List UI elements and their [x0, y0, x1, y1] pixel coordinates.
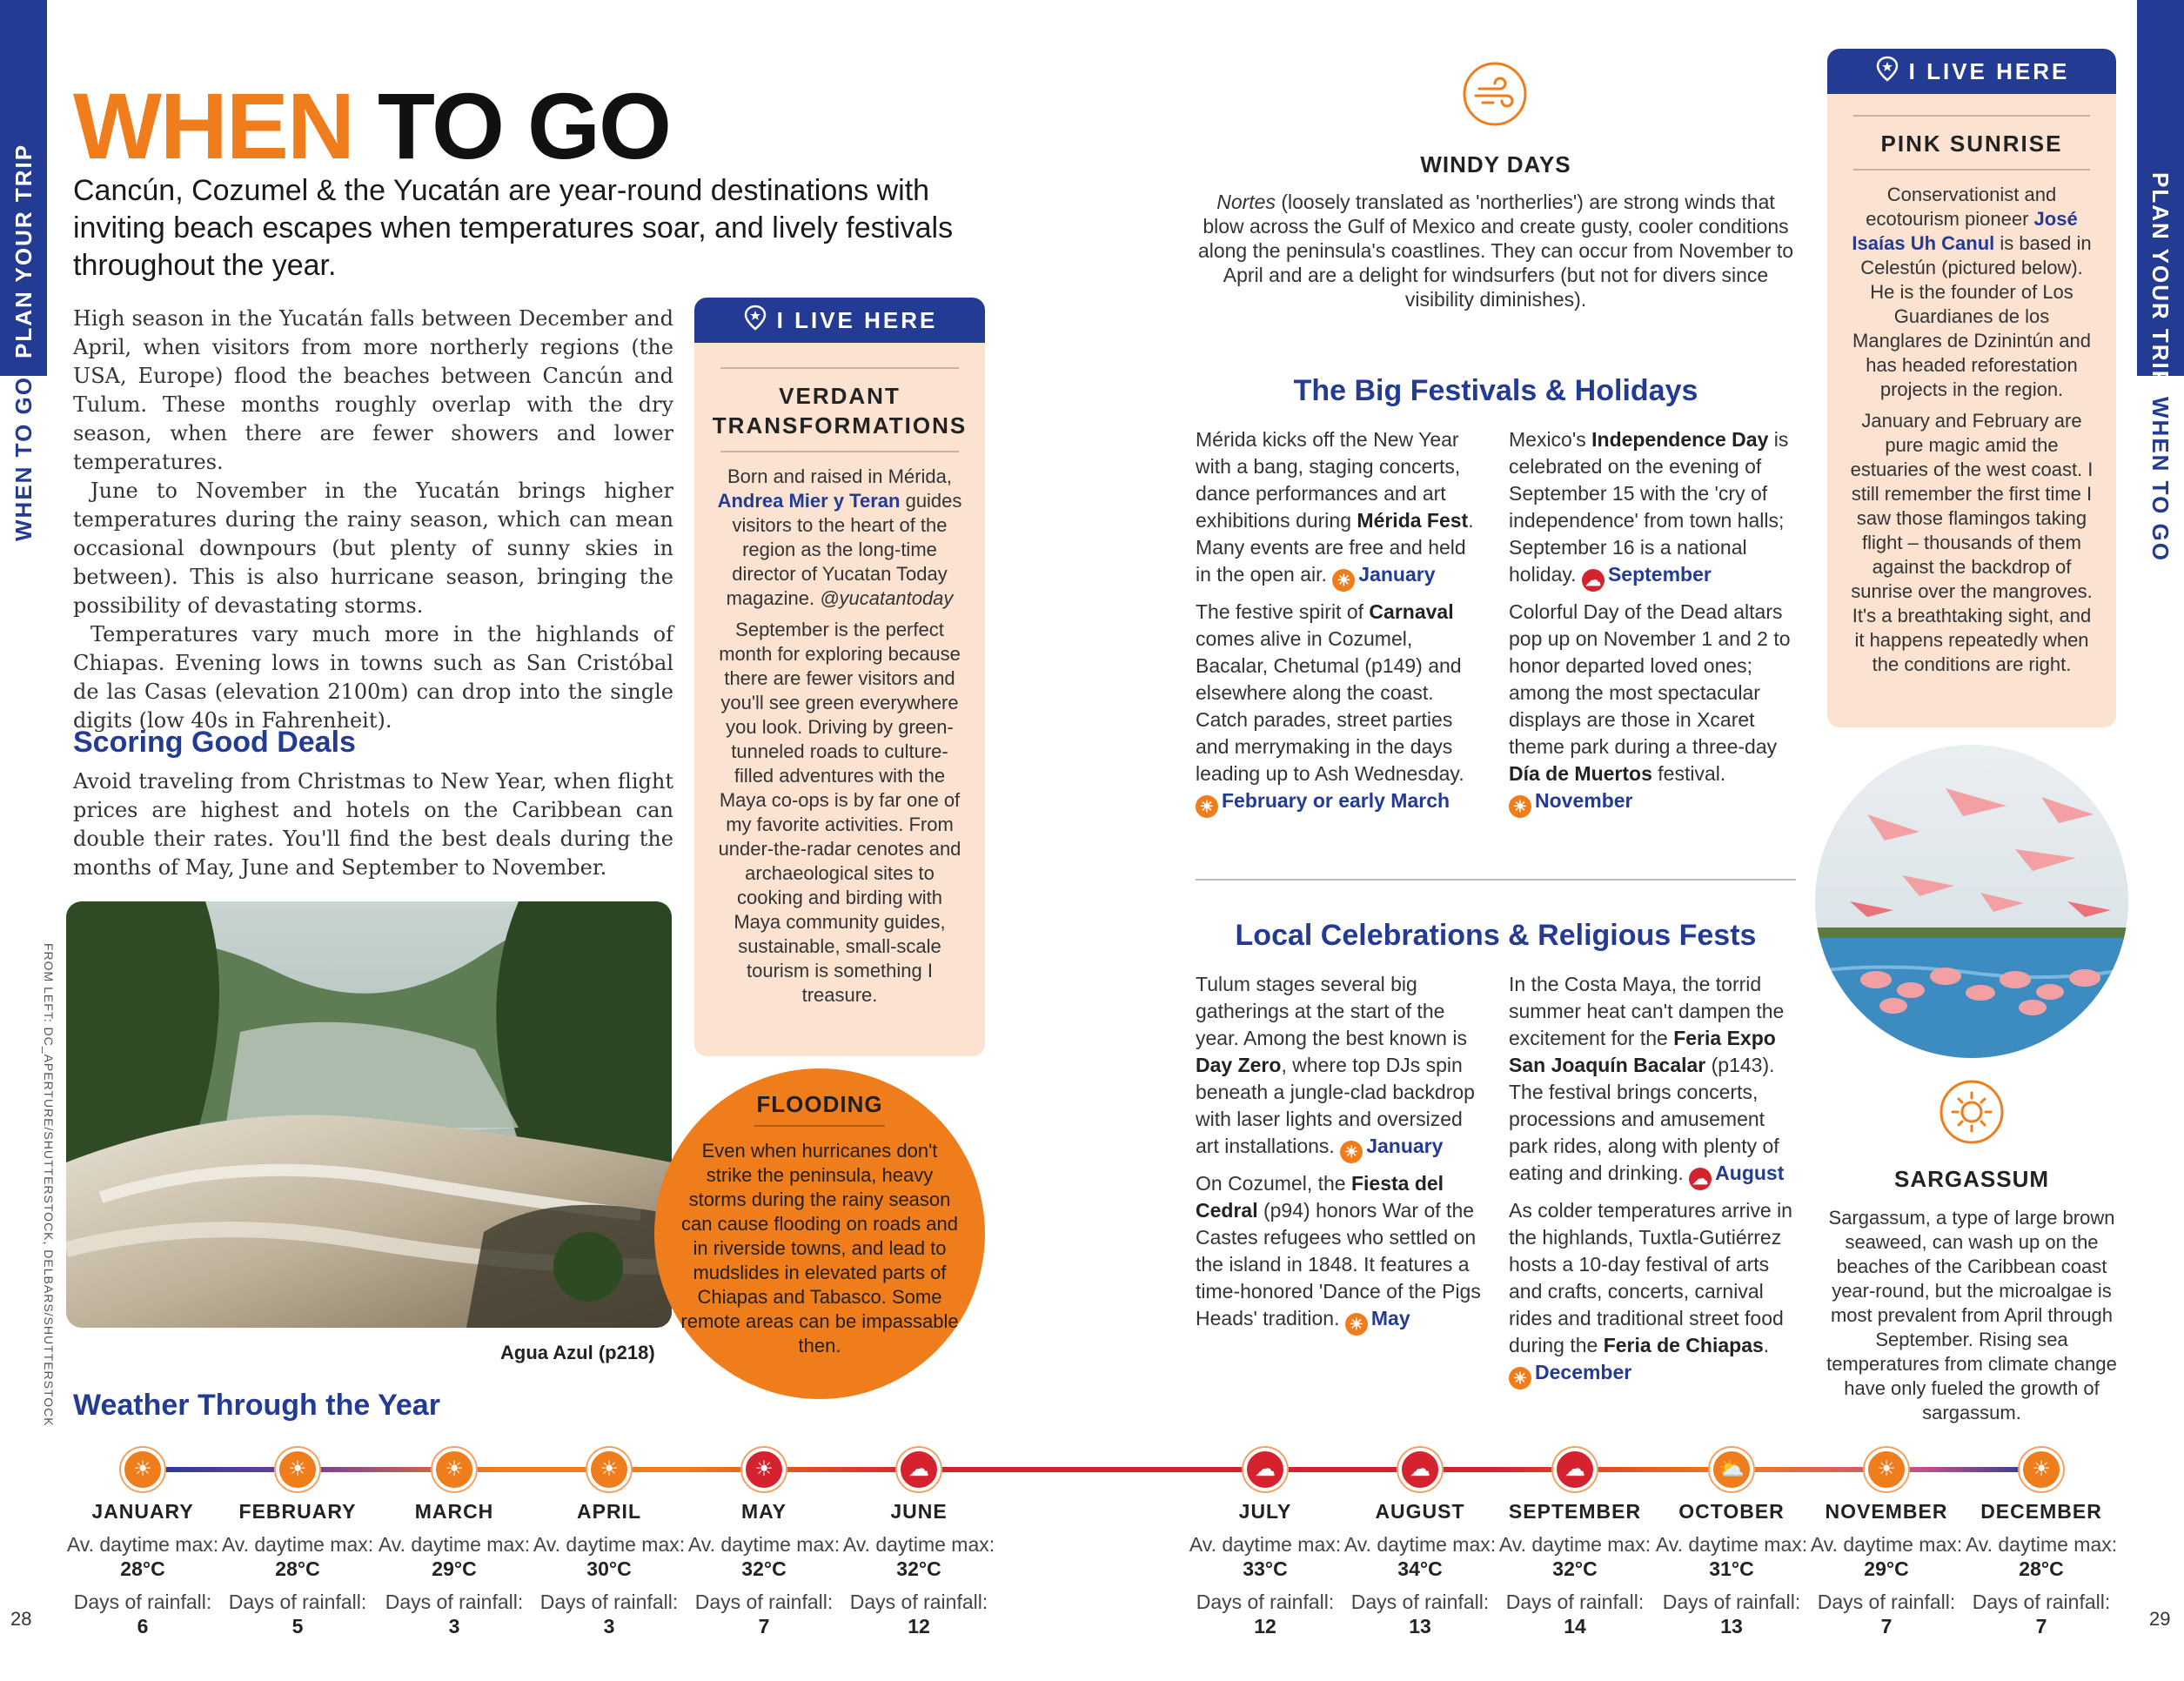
event-text: Tulum stages several big gatherings at the start of the year. Among the best known is: [1196, 973, 1467, 1049]
weather-month: [1810, 1500, 1963, 1638]
month-rainfall: Days of rainfall: 13: [1350, 1591, 1490, 1637]
event-text: .: [1763, 1334, 1770, 1356]
month-rainfall: Days of rainfall: 7: [694, 1591, 834, 1637]
event-entry: [1196, 426, 1483, 592]
sun-icon: ☀: [1340, 1141, 1363, 1163]
pin-icon: [742, 305, 768, 337]
festivals-col-2: [1509, 426, 1796, 825]
box-text-part: is based in Celestún (pictured below). He is the founder of Los Guardianes de los Manglares de Dzinintún and has headed reforestation projects in the region.: [1852, 232, 2092, 400]
flooding-text: Even when hurricanes don't strike the peninsula, heavy storms during the rainy season can cause flooding on roads and in riverside towns, and lead to mudslides in elevated parts of Chiapas and Tabasco. Some remote areas can be impassable then.: [680, 1140, 959, 1356]
month-temp: Av. daytime max: 34°C: [1343, 1533, 1497, 1580]
rain-cloud-icon: ☁: [1553, 1448, 1597, 1491]
right-tab-label: PLAN YOUR TRIP: [2147, 172, 2174, 388]
photo-caption: Agua Azul (p218): [500, 1342, 655, 1363]
windy-body: (loosely translated as 'northerlies') are strong winds that blow across the Gulf of Mexico and create gusty, cooler conditions along the peninsula's coastlines. They can occur from November to April and are a delight for windsurfers (but not for divers since visibility diminishes).: [1197, 191, 1794, 311]
festivals-heading: The Big Festivals & Holidays: [1293, 374, 1698, 407]
event-text: (p143). The festival brings concerts, processions and amusement park rides, along with plenty of eating and drinking.: [1509, 1054, 1779, 1184]
event-name: Day Zero: [1196, 1054, 1282, 1076]
sun-icon: ☀: [1509, 1367, 1531, 1390]
event-text: comes alive in Cozumel, Bacalar, Chetumal (p149) and elsewhere along the coast. Catch parades, street parties and merrymaking in the days leading up to Ash Wednesday.: [1196, 627, 1464, 785]
intro-text: Cancún, Cozumel & the Yucatán are year-round destinations with inviting beach escapes when temperatures soar, and lively festivals throughout the year.: [73, 174, 954, 282]
month-temp: Av. daytime max: 28°C: [221, 1533, 374, 1580]
event-month: ☀ December: [1509, 1361, 1631, 1383]
page-title: [73, 71, 670, 180]
deals-heading: Scoring Good Deals: [73, 726, 356, 759]
month-rainfall: Days of rainfall: 6: [73, 1591, 212, 1637]
month-name: MARCH: [414, 1500, 494, 1523]
cloud-sun-icon: ⛅: [1710, 1448, 1753, 1491]
sun-icon: ☀: [1509, 795, 1531, 818]
rain-cloud-icon: ☁: [1689, 1168, 1712, 1190]
weather-month: [378, 1500, 531, 1638]
event-month: ☀ May: [1345, 1307, 1410, 1329]
month-name: DECEMBER: [1980, 1500, 2102, 1523]
box-header: [694, 298, 985, 343]
flooding-title: FLOODING: [756, 1091, 883, 1117]
event-name: Mérida Fest: [1357, 509, 1469, 532]
month-name: FEBRUARY: [238, 1500, 357, 1523]
event-month: ☁ August: [1689, 1162, 1784, 1184]
body-text: [73, 305, 673, 735]
month-name: JUNE: [890, 1500, 948, 1523]
event-month: ☀ February or early March: [1196, 789, 1450, 812]
event-entry: [1509, 971, 1796, 1190]
month-temp: Av. daytime max: 29°C: [378, 1533, 531, 1580]
event-text: , where top DJs spin beneath a jungle-clad backdrop with laser lights and oversized art installations.: [1196, 1054, 1475, 1157]
rain-cloud-icon: ☁: [1398, 1448, 1442, 1491]
person-name: José Isaías Uh Canul: [1852, 208, 2078, 254]
title-when: WHEN: [73, 73, 353, 178]
box-text-part: September is the perfect month for exploring because there are fewer visitors and you'll see green everywhere you look. Driving by green-tunneled roads to culture-filled adventures with the Maya co-ops is by far one of my favorite activities. From under-the-radar cenotes and archaeological sites to cooking and birding with Maya community guides, sustainable, small-scale tourism is something I treasure.: [718, 619, 961, 1006]
rain-cloud-icon: ☁: [897, 1448, 941, 1491]
photo-credit: FROM LEFT: DC_APERTURE/SHUTTERSTOCK, DELBARS/SHUTTERSTOCK: [42, 943, 56, 1427]
event-name: Independence Day: [1591, 428, 1769, 451]
month-temp: Av. daytime max: 33°C: [1189, 1533, 1342, 1580]
event-month: ☀ January: [1340, 1135, 1443, 1157]
month-name: AUGUST: [1375, 1500, 1465, 1523]
month-rainfall: Days of rainfall: 3: [385, 1591, 524, 1637]
event-text: is celebrated on the evening of September 15 with the 'cry of independence' from town halls; September 16 is a national holiday.: [1509, 428, 1789, 586]
event-text: In the Costa Maya, the torrid summer heat can't dampen the excitement for the: [1509, 973, 1785, 1049]
event-text: Colorful Day of the Dead altars pop up on November 1 and 2 to honor departed loved ones; among the most spectacular displays are those in Xcaret theme park during a three-day: [1509, 600, 1791, 758]
event-text: The festive spirit of: [1196, 600, 1370, 623]
hot-sun-icon: ☀: [1345, 1313, 1368, 1336]
month-name: JANUARY: [91, 1500, 194, 1523]
weather-month: [221, 1500, 374, 1638]
weather-month: [842, 1500, 995, 1638]
event-entry: [1196, 599, 1483, 818]
event-name: Carnaval: [1369, 600, 1454, 623]
body-paragraph: High season in the Yucatán falls between December and April, when visitors from more northerly regions (the USA, Europe) flood the beaches between Cancún and Tulum. These months roughly overlap with the dry season, when there are fewer showers and lower temperatures.: [73, 306, 673, 474]
month-temp: Av. daytime max: 29°C: [1810, 1533, 1963, 1580]
sun-icon: ☀: [1196, 795, 1218, 818]
hot-sun-icon: ☀: [742, 1448, 786, 1491]
rain-cloud-icon: ☁: [1582, 569, 1605, 592]
event-month: ☀ January: [1332, 563, 1435, 586]
event-month: ☀ November: [1509, 789, 1632, 812]
event-entry: [1509, 426, 1796, 592]
event-text: As colder temperatures arrive in the highlands, Tuxtla-Gutiérrez hosts a 10-day festival of arts and crafts, concerts, carnival rides and traditional street food during the: [1509, 1199, 1792, 1356]
event-entry: [1509, 599, 1796, 818]
month-rainfall: Days of rainfall: 7: [1972, 1591, 2111, 1637]
event-entry: [1196, 1170, 1483, 1336]
wind-icon: [1462, 61, 1528, 127]
weather-month: [66, 1500, 219, 1638]
month-rainfall: Days of rainfall: 3: [539, 1591, 679, 1637]
deals-text: [73, 767, 673, 882]
rain-cloud-icon: ☁: [1243, 1448, 1287, 1491]
box-text-part: Conservationist and ecotourism pioneer: [1866, 184, 2057, 230]
i-live-here-box-pink: [1827, 49, 2116, 727]
windy-title: WINDY DAYS: [1420, 151, 1571, 177]
windy-text: [1196, 190, 1796, 311]
month-name: NOVEMBER: [1825, 1500, 1948, 1523]
divider: [754, 1125, 885, 1127]
event-text: On Cozumel, the: [1196, 1172, 1351, 1195]
title-to-go: TO GO: [377, 73, 671, 178]
box-text: [694, 452, 985, 1008]
month-rainfall: Days of rainfall: 12: [849, 1591, 988, 1637]
month-name: MAY: [741, 1500, 787, 1523]
sun-icon: ☀: [587, 1448, 631, 1491]
sargassum-title: SARGASSUM: [1893, 1166, 2049, 1192]
weather-month: [1343, 1500, 1497, 1638]
gutter-line: [917, 1467, 1265, 1472]
month-temp: Av. daytime max: 32°C: [1498, 1533, 1651, 1580]
month-temp: Av. daytime max: 32°C: [842, 1533, 995, 1580]
month-rainfall: Days of rainfall: 14: [1505, 1591, 1645, 1637]
month-rainfall: Days of rainfall: 5: [228, 1591, 367, 1637]
weather-month: [1965, 1500, 2118, 1638]
weather-month: [533, 1500, 686, 1638]
box-header-label: I LIVE HERE: [776, 306, 938, 333]
month-temp: Av. daytime max: 28°C: [1965, 1533, 2118, 1580]
event-entry: [1509, 1197, 1796, 1390]
month-rainfall: Days of rainfall: 13: [1662, 1591, 1801, 1637]
box-header: [1827, 49, 2116, 94]
flamingo-photo: [1815, 745, 2128, 1058]
month-rainfall: Days of rainfall: 7: [1817, 1591, 1956, 1637]
sun-icon: ☀: [2020, 1448, 2063, 1491]
box-header-label: I LIVE HERE: [1908, 57, 2070, 84]
month-rainfall: Days of rainfall: 12: [1196, 1591, 1335, 1637]
local-col-2: [1509, 971, 1796, 1396]
box-title: PINK SUNRISE: [1880, 131, 2063, 157]
weather-month: [1655, 1500, 1808, 1638]
sun-icon: ☀: [1865, 1448, 1908, 1491]
sun-icon: ☀: [432, 1448, 476, 1491]
pin-icon: [1874, 56, 1900, 88]
month-name: JULY: [1238, 1500, 1292, 1523]
sun-outline-icon: [1939, 1079, 2005, 1145]
event-text: festival.: [1651, 762, 1726, 785]
page-number-left: 28: [10, 1608, 32, 1630]
weather-month: [687, 1500, 841, 1638]
event-entry: [1196, 971, 1483, 1163]
month-name: SEPTEMBER: [1508, 1500, 1642, 1523]
month-name: APRIL: [577, 1500, 641, 1523]
windy-term: Nortes: [1216, 191, 1276, 213]
month-name: OCTOBER: [1678, 1500, 1785, 1523]
month-temp: Av. daytime max: 30°C: [533, 1533, 686, 1580]
box-text-part: January and February are pure magic amid the estuaries of the west coast. I still remember the first time I saw those flamingos taking flight – thousands of them against the backdrop of sunrise over the mangroves. It's a breathtaking sight, and it happens repeatedly when the conditions are right.: [1850, 410, 2094, 675]
social-handle: @yucatantoday: [820, 587, 954, 609]
month-temp: Av. daytime max: 28°C: [66, 1533, 219, 1580]
event-text: (p94) honors War of the Castes refugees who settled on the island in 1848. It features a time-honored 'Dance of the Pigs Heads' tradition.: [1196, 1199, 1481, 1329]
weather-month: [1189, 1500, 1342, 1638]
page-number-right: 29: [2149, 1608, 2171, 1630]
month-temp: Av. daytime max: 31°C: [1655, 1533, 1808, 1580]
event-name: Día de Muertos: [1509, 762, 1652, 785]
body-paragraph: Temperatures vary much more in the highlands of Chiapas. Evening lows in towns such as San Cristóbal de las Casas (elevation 2100m) can drop into the single digits (low 40s in Fahrenheit).: [73, 622, 673, 733]
event-text: Mexico's: [1509, 428, 1592, 451]
agua-azul-photo: [66, 901, 672, 1328]
event-month: ☁ September: [1582, 563, 1712, 586]
event-text: . Many events are free and held in the open air.: [1196, 509, 1474, 586]
box-text: [1827, 171, 2116, 677]
box-title: VERDANT TRANSFORMATIONS: [712, 383, 968, 439]
sun-icon: ☀: [276, 1448, 319, 1491]
section-divider: [1196, 879, 1796, 881]
person-name: Andrea Mier y Teran: [717, 490, 901, 512]
event-name: Fiesta del Cedral: [1196, 1172, 1444, 1222]
sun-icon: ☀: [1332, 569, 1355, 592]
weather-timeline-left: [146, 1467, 917, 1472]
event-name: Feria de Chiapas: [1603, 1334, 1764, 1356]
deals-paragraph: Avoid traveling from Christmas to New Year, when flight prices are highest and hotels on the Caribbean can double their rates. You'll find the best deals during the months of May, June and September to November.: [73, 769, 673, 880]
weather-timeline-right: [1265, 1467, 2040, 1472]
flooding-callout: [654, 1068, 985, 1399]
sun-icon: ☀: [121, 1448, 164, 1491]
i-live-here-box-verdant: [694, 298, 985, 1056]
local-col-1: [1196, 971, 1483, 1343]
body-paragraph: June to November in the Yucatán brings higher temperatures during the rainy season, which can mean occasional downpours (but plenty of sunny skies in between). This is also hurricane season, bringing the possibility of devastating storms.: [73, 479, 673, 618]
left-tab-label: PLAN YOUR TRIP: [10, 143, 37, 358]
sargassum-text: Sargassum, a type of large brown seaweed, can wash up on the beaches of the Caribbean coast year-round, but the microalgae is most prevalent from April through September. Rising sea temperatures from climate change have only fueled the growth of sargassum.: [1826, 1207, 2117, 1423]
left-chapter-label: WHEN TO GO: [10, 376, 37, 541]
weather-heading: Weather Through the Year: [73, 1389, 440, 1422]
event-name: Feria Expo San Joaquín Bacalar: [1509, 1027, 1776, 1076]
month-temp: Av. daytime max: 32°C: [687, 1533, 841, 1580]
right-chapter-label: WHEN TO GO: [2147, 397, 2174, 562]
box-text-part: guides visitors to the heart of the region as the long-time director of Yucatan Today magazine.: [726, 490, 962, 609]
box-text-part: Born and raised in Mérida,: [727, 465, 953, 487]
event-text: Mérida kicks off the New Year with a bang, staging concerts, dance performances and art exhibitions during: [1196, 428, 1461, 532]
weather-month: [1498, 1500, 1651, 1638]
local-heading: Local Celebrations & Religious Fests: [1235, 919, 1757, 952]
festivals-col-1: [1196, 426, 1483, 825]
